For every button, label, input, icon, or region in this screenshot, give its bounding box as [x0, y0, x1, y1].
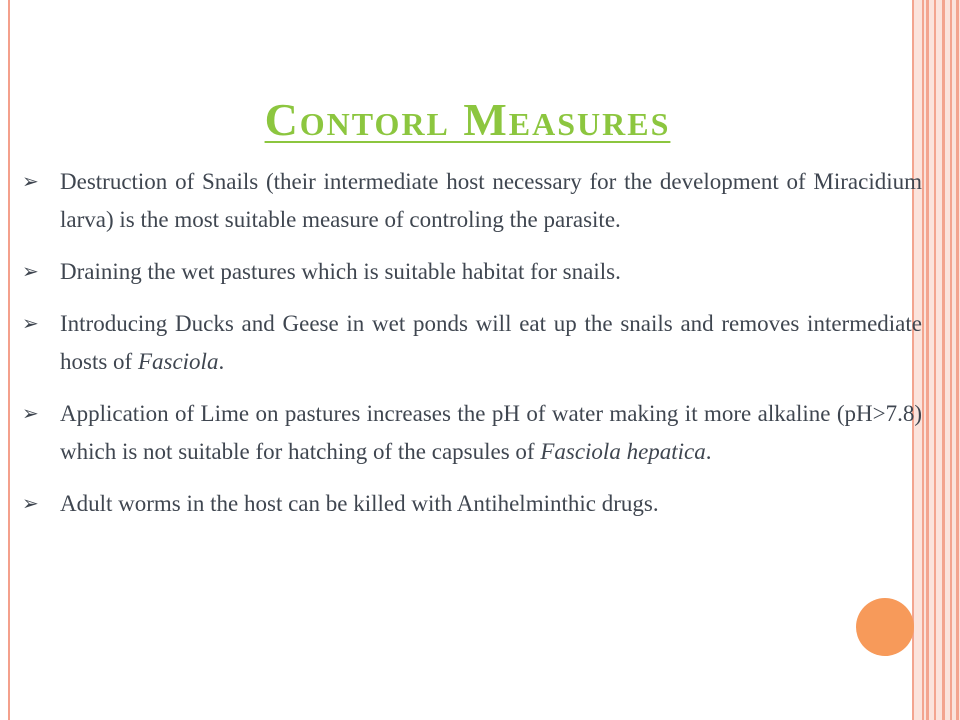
arrow-bullet-icon: ➢ — [22, 261, 39, 283]
bullet-item — [22, 395, 922, 471]
bullet-text: Destruction of Snails (their intermediate host necessary for the development of Miracidium larva) is the most suitable measure of controling the parasite. — [60, 169, 922, 232]
stripe — [956, 0, 959, 720]
bullet-item — [22, 305, 922, 381]
slide-title: Contorl Measures — [264, 93, 671, 145]
bullet-list — [22, 163, 922, 537]
arrow-bullet-icon: ➢ — [22, 493, 39, 515]
bullet-text: . — [705, 439, 712, 464]
decorative-orange-circle — [856, 598, 914, 656]
bullet-text: Adult worms in the host can be killed with Antihelminthic drugs. — [60, 491, 659, 516]
arrow-bullet-icon: ➢ — [22, 403, 39, 425]
stripe — [942, 0, 945, 720]
arrow-bullet-icon: ➢ — [22, 171, 39, 193]
bullet-text: Application of Lime on pastures increases the pH of water making it more alkaline (pH>7.8) which is not suitable for hatching of the capsules of — [60, 401, 922, 464]
bullet-italic-text: Fasciola — [137, 349, 219, 374]
bullet-text: . — [218, 349, 225, 374]
stripe — [950, 0, 952, 720]
bullet-italic-text: Fasciola hepatica — [540, 439, 706, 464]
bullet-item — [22, 163, 922, 239]
bullet-item — [22, 253, 922, 291]
arrow-bullet-icon: ➢ — [22, 313, 39, 335]
bullet-text: Introducing Ducks and Geese in wet ponds will eat up the snails and removes intermediate hosts of — [60, 311, 922, 374]
bullet-text: Draining the wet pastures which is suitable habitat for snails. — [60, 259, 621, 284]
bullet-item — [22, 485, 922, 523]
